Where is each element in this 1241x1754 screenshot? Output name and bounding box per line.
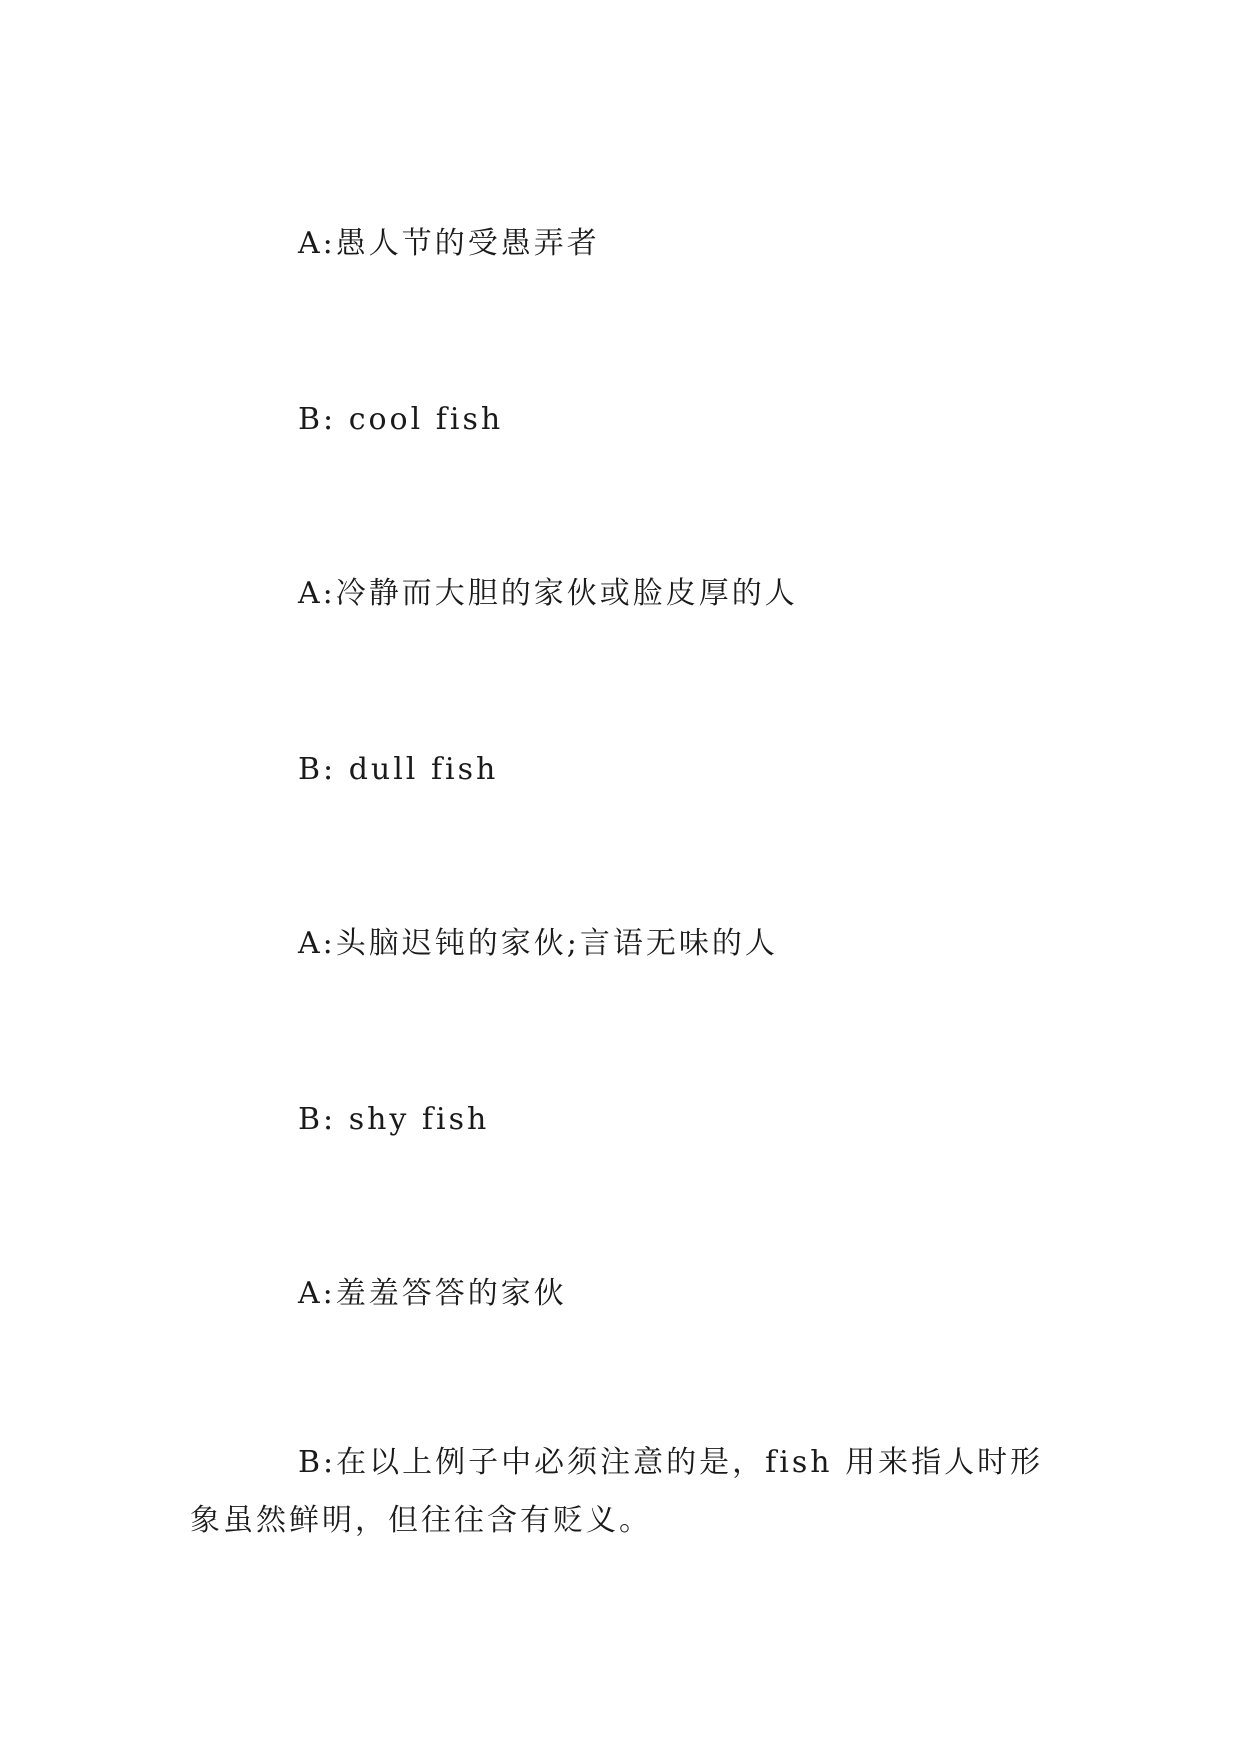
text-line-a-april-fool: A:愚人节的受愚弄者: [298, 226, 600, 261]
text-line-a-cool-bold: A:冷静而大胆的家伙或脸皮厚的人: [298, 576, 798, 611]
text-line-b-cool-fish: B: cool fish: [298, 402, 504, 437]
text-line-a-shy-person: A:羞羞答答的家伙: [298, 1276, 567, 1311]
text-line-a-dull-person: A:头脑迟钝的家伙;言语无味的人: [298, 926, 778, 961]
text-line-b-shy-fish: B: shy fish: [298, 1102, 490, 1137]
closing-paragraph: [190, 1434, 1060, 1550]
closing-paragraph-line-2: 象虽然鲜明，但往往含有贬义。: [190, 1503, 652, 1538]
text-line-b-dull-fish: B: dull fish: [298, 752, 499, 787]
closing-paragraph-line-1: B:在以上例子中必须注意的是，fish 用来指人时形: [298, 1445, 1044, 1480]
